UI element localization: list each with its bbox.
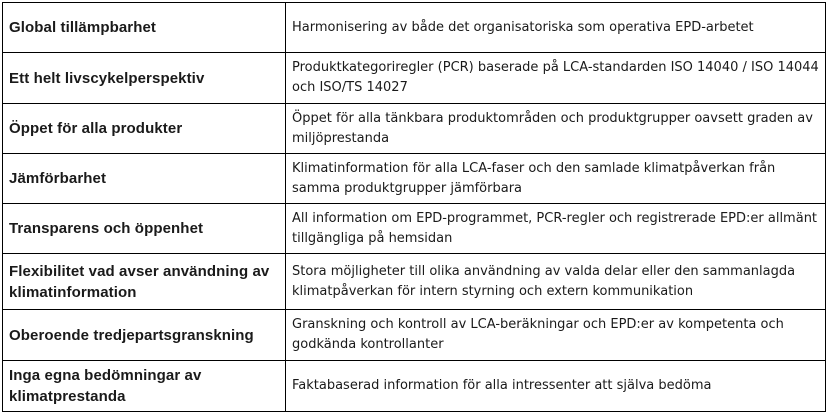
table-row	[3, 154, 826, 204]
principle-description: All information om EPD-programmet, PCR-regler och registrerade EPD:er allmänt tillgängliga på hemsidan	[286, 204, 826, 254]
principle-description: Produktkategoriregler (PCR) baserade på LCA-standarden ISO 14040 / ISO 14044 och ISO/TS 14027	[286, 53, 826, 104]
principles-table	[2, 2, 826, 412]
principle-name: Inga egna bedömningar av klimatprestanda	[3, 361, 286, 412]
principle-name: Flexibilitet vad avser användning av klimatinformation	[3, 254, 286, 310]
principle-description: Harmonisering av både det organisatoriska som operativa EPD-arbetet	[286, 3, 826, 53]
principle-description: Stora möjligheter till olika användning av valda delar eller den sammanlagda klimatpåverkan för intern styrning och extern kommunikation	[286, 254, 826, 310]
principle-name: Global tillämpbarhet	[3, 3, 286, 53]
principle-name: Oberoende tredjepartsgranskning	[3, 310, 286, 361]
principle-name: Transparens och öppenhet	[3, 204, 286, 254]
table-row	[3, 53, 826, 104]
table-row	[3, 3, 826, 53]
table-row	[3, 361, 826, 412]
principle-name: Öppet för alla produkter	[3, 104, 286, 154]
principle-description: Granskning och kontroll av LCA-beräkningar och EPD:er av kompetenta och godkända kontrollanter	[286, 310, 826, 361]
principle-description: Klimatinformation för alla LCA-faser och den samlade klimatpåverkan från samma produktgrupper jämförbara	[286, 154, 826, 204]
table-row	[3, 204, 826, 254]
principle-description: Öppet för alla tänkbara produktområden och produktgrupper oavsett graden av miljöprestanda	[286, 104, 826, 154]
table-row	[3, 254, 826, 310]
principle-name: Jämförbarhet	[3, 154, 286, 204]
principle-description: Faktabaserad information för alla intressenter att själva bedöma	[286, 361, 826, 412]
principle-name: Ett helt livscykelperspektiv	[3, 53, 286, 104]
table-row	[3, 104, 826, 154]
table-row	[3, 310, 826, 361]
